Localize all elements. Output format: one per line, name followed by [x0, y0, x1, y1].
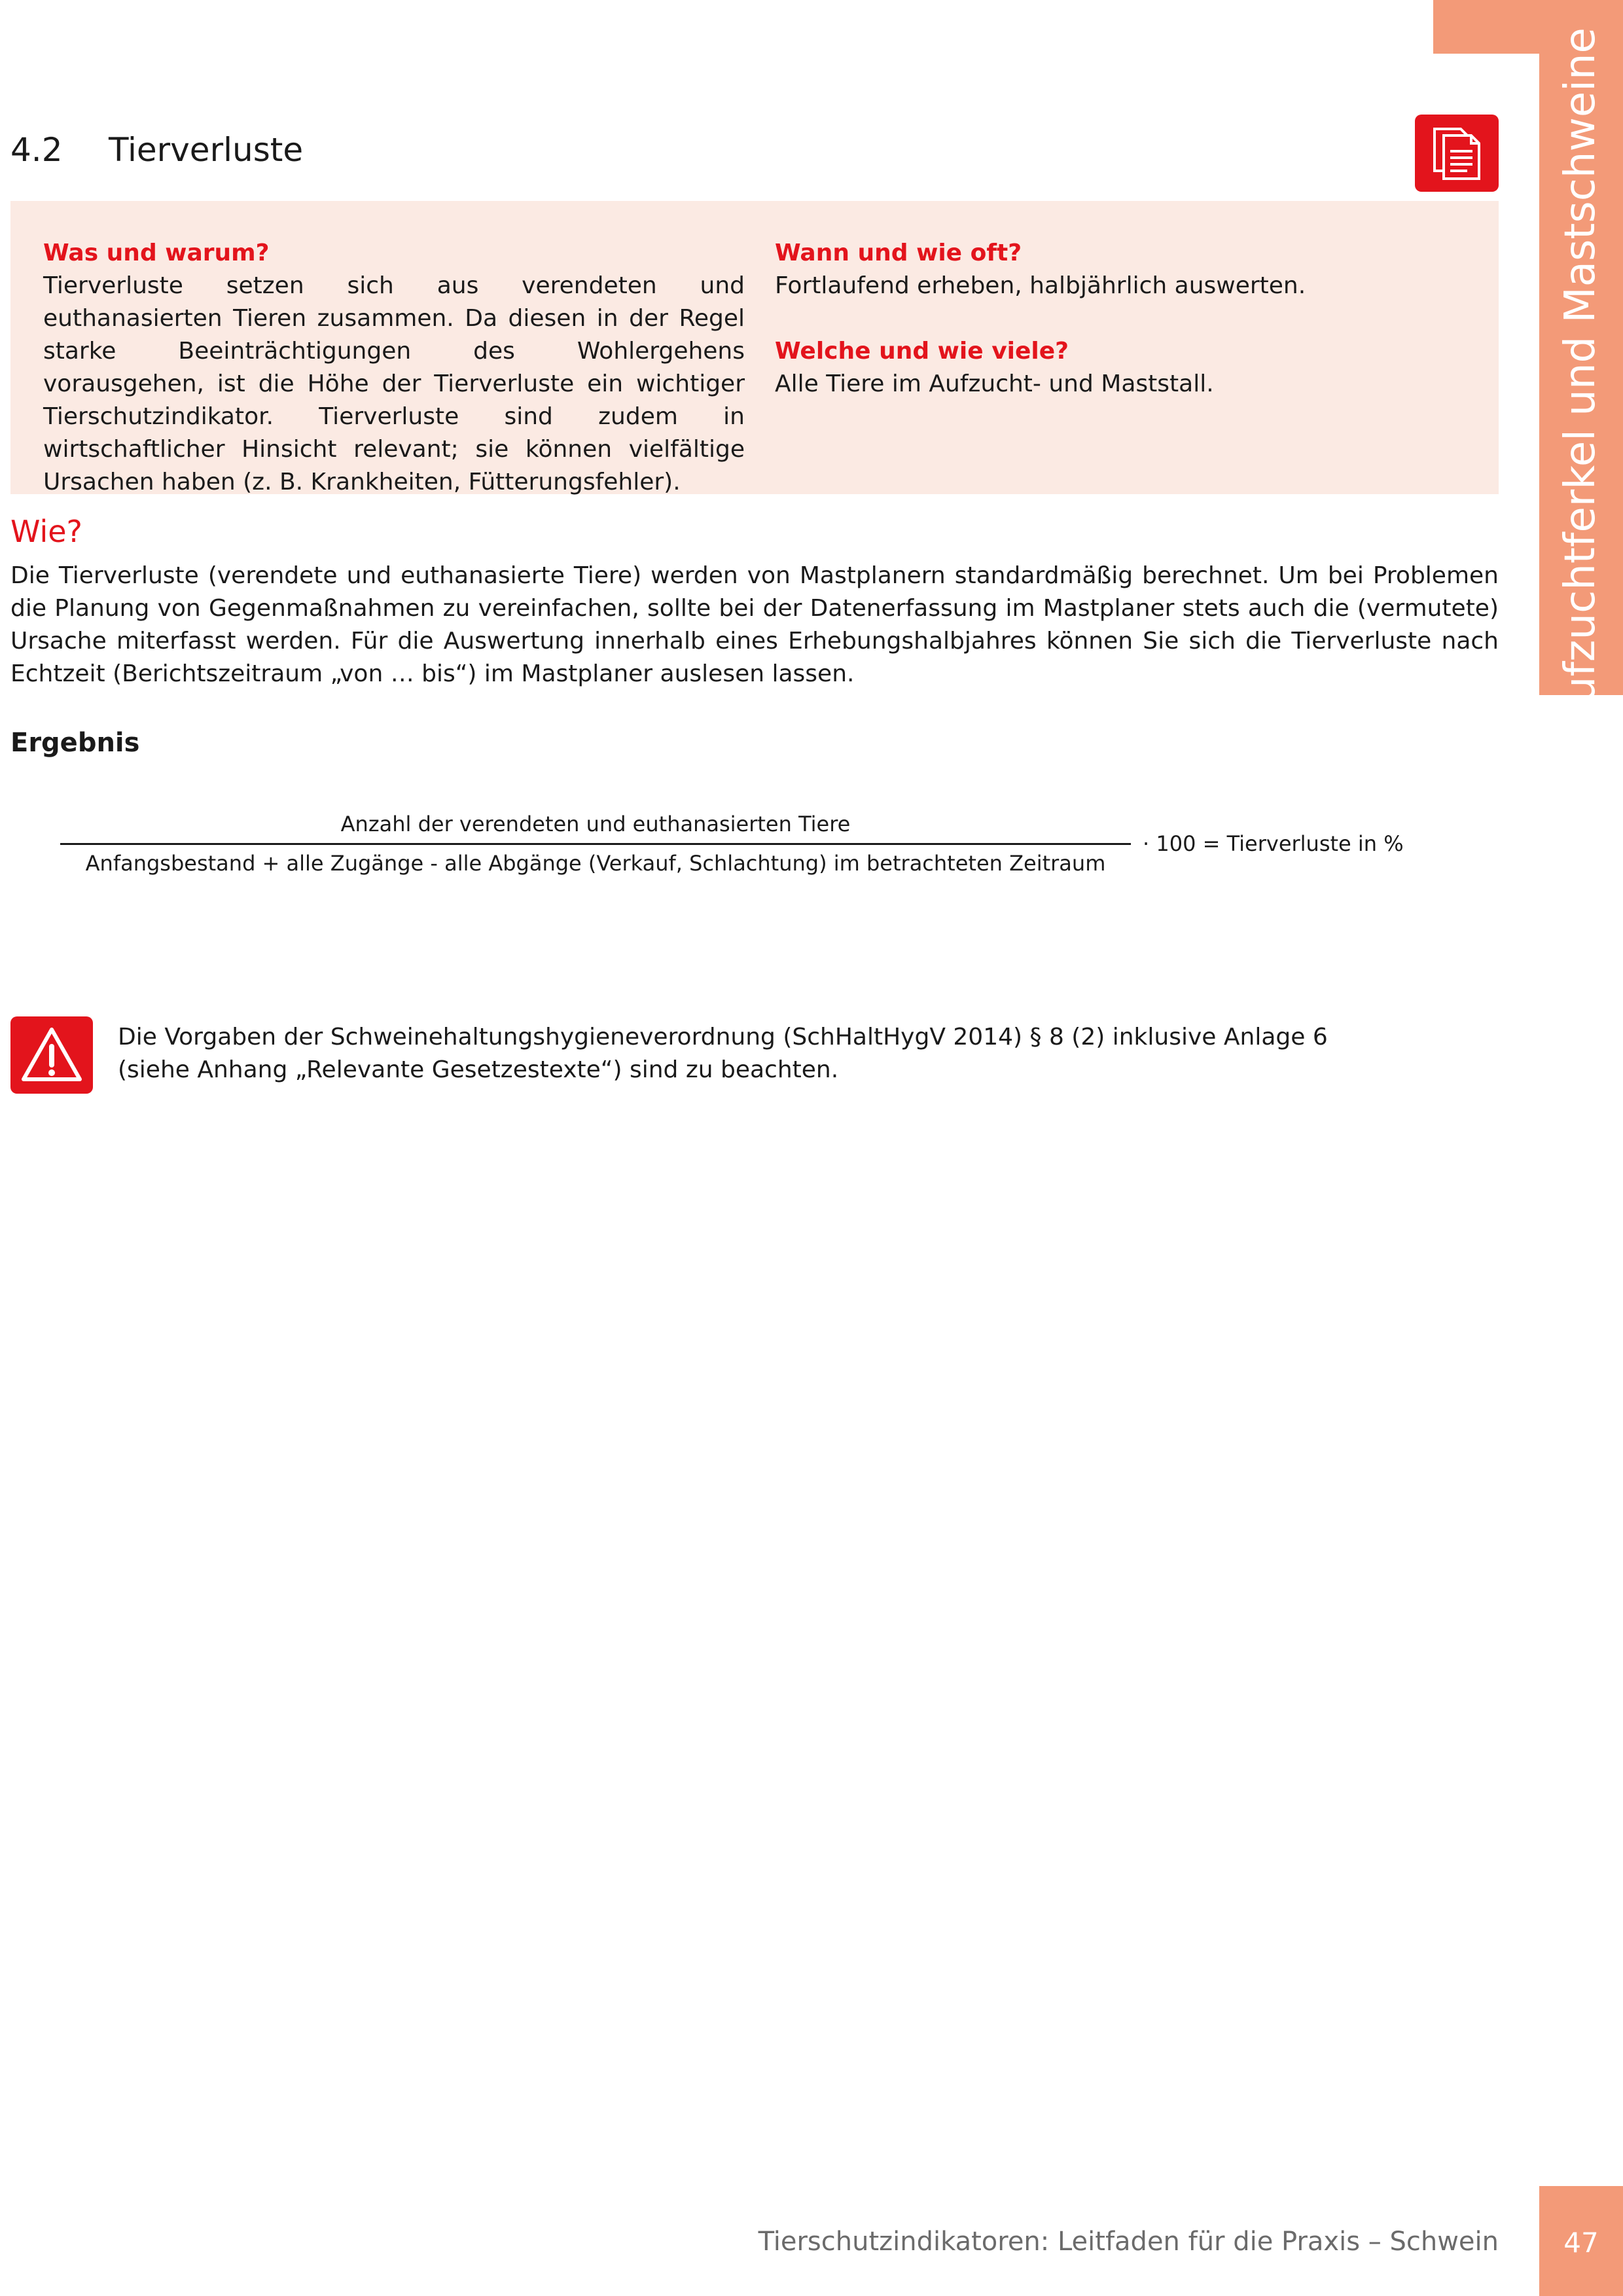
warning-line-1: Die Vorgaben der Schweinehaltungshygieneverordnung (SchHaltHygV 2014) § 8 (2) inklusive Anlage 6 [118, 1024, 1328, 1050]
ergebnis-heading: Ergebnis [10, 728, 140, 758]
info-column-right [775, 237, 1469, 401]
wie-paragraph: Die Tierverluste (verendete und euthanasierte Tiere) werden von Mastplanern standardmäßig berechnet. Um bei Problemen die Planung von Gegenmaßnahmen zu vereinfachen, sollte bei der Datenerfassung im Mastplaner stets auch die (vermutete) Ursache miterfasst werden. Für die Auswertung innerhalb eines Erhebungshalbjahres können Sie sich die Tierverluste nach Echtzeit (Berichtszeitraum „von … bis“) im Mastplaner auslesen lassen. [10, 562, 1499, 687]
document-icon [1415, 115, 1499, 192]
info-heading-was-und-warum: Was und warum? [43, 240, 270, 266]
page-number-box [1539, 2186, 1623, 2296]
warning-icon [10, 1016, 93, 1094]
warning-line-2: (siehe Anhang „Relevante Gesetzestexte“) sind zu beachten. [118, 1056, 839, 1083]
info-text-welche-und-wie-viele: Alle Tiere im Aufzucht- und Maststall. [775, 370, 1214, 397]
wie-heading: Wie? [10, 514, 82, 549]
info-heading-welche-und-wie-viele: Welche und wie viele? [775, 338, 1069, 365]
chapter-side-tab-label: Aufzuchtferkel und Mastschweine [1556, 27, 1605, 732]
info-text-wann-und-wie-oft: Fortlaufend erheben, halbjährlich auswerten. [775, 272, 1306, 299]
section-heading [10, 131, 303, 169]
formula-numerator: Anzahl der verendeten und euthanasierten Tiere [340, 812, 851, 836]
info-text-was-und-warum: Tierverluste setzen sich aus verendeten und euthanasierten Tieren zusammen. Da diesen in der Regel starke Beeinträchtigungen des Wohlergehens vorausgehen, ist die Höhe der Tierverluste ein wichtiger Tierschutzindikator. Tierverluste sind zudem in wirtschaftlicher Hinsicht relevant; sie können vielfältige Ursachen haben (z. B. Krankheiten, Fütterungsfehler). [43, 272, 745, 495]
section-number: 4.2 [10, 131, 63, 169]
formula-fraction-line [60, 843, 1131, 845]
footer-title: Tierschutzindikatoren: Leitfaden für die Praxis – Schwein [758, 2227, 1499, 2257]
page-number: 47 [1563, 2227, 1599, 2259]
info-heading-wann-und-wie-oft: Wann und wie oft? [775, 240, 1022, 266]
info-box [10, 201, 1499, 494]
formula-result: · 100 = Tierverluste in % [1143, 831, 1404, 856]
info-column-left [43, 237, 745, 499]
section-title: Tierverluste [109, 131, 304, 169]
warning-note [118, 1021, 1361, 1086]
formula-denominator: Anfangsbestand + alle Zugänge - alle Abgänge (Verkauf, Schlachtung) im betrachteten Zeitraum [85, 851, 1106, 876]
